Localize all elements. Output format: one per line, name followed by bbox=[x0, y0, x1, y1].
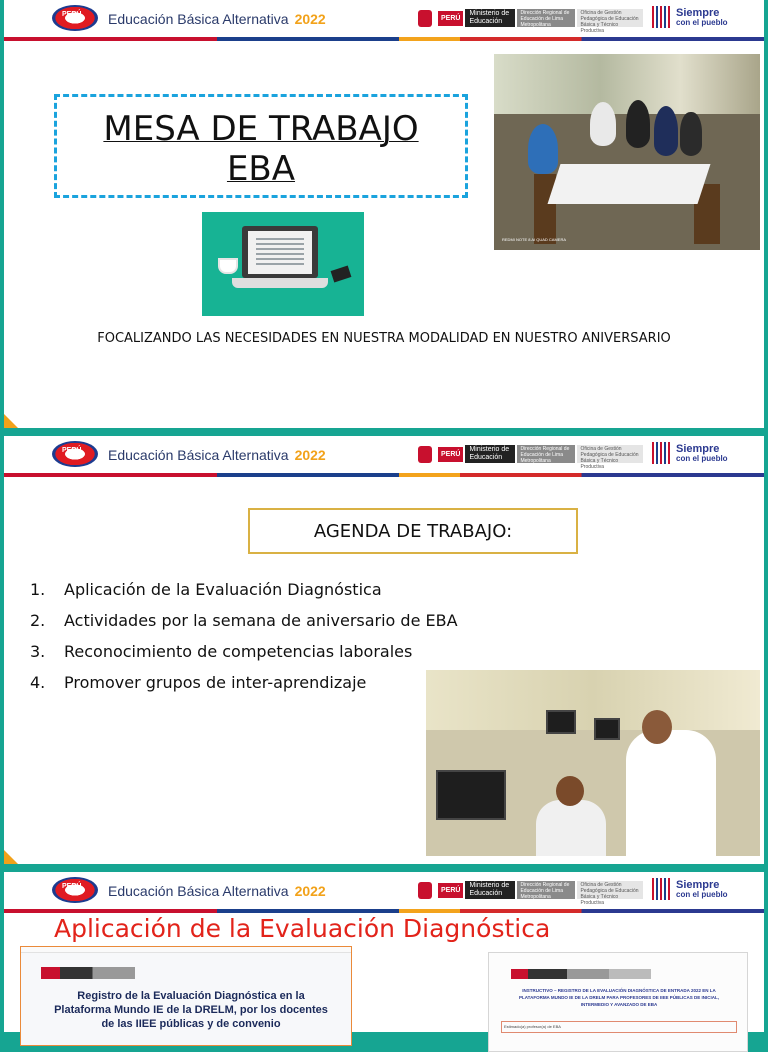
minedu-ministerio: Ministerio de Educación bbox=[465, 881, 515, 899]
minedu-mini-logo-icon bbox=[511, 969, 651, 979]
minedu-logo bbox=[418, 881, 643, 906]
slide3-title: Aplicación de la Evaluación Diagnóstica bbox=[54, 914, 551, 943]
con-el-pueblo-text: con el pueblo bbox=[676, 453, 728, 463]
peru-shield-icon bbox=[418, 10, 432, 27]
slide-header bbox=[4, 436, 764, 472]
slide-header bbox=[4, 0, 764, 36]
doc-right-text: INSTRUCTIVO – REGISTRO DE LA EVALUACIÓN DIAGNÓSTICA DE ENTRADA 2022 EN LA PLATAFORMA MUNDO IE DE LA DRELM PARA PROFESORES DE IIEE PÚBLICAS DE INICIAL, INTERMEDIO Y AVANZADO DE EBA bbox=[518, 988, 719, 1007]
agenda-item: 2. Actividades por la semana de aniversario de EBA bbox=[30, 611, 458, 630]
minedu-ministerio: Ministerio de Educación bbox=[465, 445, 515, 463]
con-el-pueblo-text: con el pueblo bbox=[676, 889, 728, 899]
peru-shield-icon bbox=[418, 446, 432, 463]
laptop-illustration-icon bbox=[202, 212, 364, 316]
header-year: 2022 bbox=[294, 883, 326, 899]
slide1-subtitle: FOCALIZANDO LAS NECESIDADES EN NUESTRA MODALIDAD EN NUESTRO ANIVERSARIO bbox=[97, 331, 671, 346]
title-box bbox=[54, 94, 468, 198]
bicentenario-logo-icon bbox=[52, 877, 98, 903]
agenda-list bbox=[30, 574, 458, 698]
header-color-bar bbox=[4, 909, 764, 913]
peru-logo-text: PERÚ bbox=[62, 883, 82, 890]
header-title-text: Educación Básica Alternativa bbox=[108, 11, 289, 27]
corner-triangle bbox=[4, 850, 18, 864]
header-year: 2022 bbox=[294, 11, 326, 27]
title-line-1-text: MESA DE TRABAJO bbox=[103, 109, 419, 149]
siempre-logo bbox=[652, 6, 728, 28]
slide-1 bbox=[4, 0, 764, 428]
minedu-oficina: Oficina de Gestión Pedagógica de Educación Básica y Técnico Productiva bbox=[577, 445, 643, 463]
slide-2 bbox=[4, 436, 764, 864]
bicentenario-logo-icon bbox=[52, 441, 98, 467]
header-color-bar bbox=[4, 473, 764, 477]
agenda-item: 4. Promover grupos de inter-aprendizaje bbox=[30, 673, 367, 692]
minedu-dre: Dirección Regional de Educación de Lima Metropolitana bbox=[517, 445, 575, 463]
siempre-bars-icon bbox=[652, 442, 672, 464]
minedu-logo bbox=[418, 9, 643, 34]
siempre-logo bbox=[652, 878, 728, 900]
siempre-bars-icon bbox=[652, 6, 672, 28]
document-thumbnail-right bbox=[488, 952, 748, 1052]
slide-header bbox=[4, 872, 764, 908]
title-line-2 bbox=[57, 149, 465, 189]
minedu-peru: PERÚ bbox=[438, 883, 463, 898]
minedu-logo bbox=[418, 445, 643, 470]
document-thumbnail-left bbox=[20, 946, 352, 1046]
agenda-title: AGENDA DE TRABAJO: bbox=[248, 508, 578, 554]
peru-shield-icon bbox=[418, 882, 432, 899]
peru-logo-text: PERÚ bbox=[62, 11, 82, 18]
bicentenario-logo-icon bbox=[52, 5, 98, 31]
minedu-oficina: Oficina de Gestión Pedagógica de Educación Básica y Técnico Productiva bbox=[577, 881, 643, 899]
header-title bbox=[108, 447, 326, 463]
corner-triangle bbox=[4, 414, 18, 428]
siempre-logo bbox=[652, 442, 728, 464]
minedu-peru: PERÚ bbox=[438, 447, 463, 462]
minedu-ministerio: Ministerio de Educación bbox=[465, 9, 515, 27]
doc-right-field: Estimado(a) profesor(a) de EBA bbox=[501, 1021, 737, 1033]
agenda-item: 3. Reconocimiento de competencias laborales bbox=[30, 642, 413, 661]
photo-stamp: REDMI NOTE 8 AI QUAD CAMERA bbox=[502, 237, 567, 242]
minedu-peru: PERÚ bbox=[438, 11, 463, 26]
title-line-1 bbox=[57, 109, 465, 149]
laptop-keyboard-icon bbox=[232, 278, 328, 288]
minedu-dre: Dirección Regional de Educación de Lima Metropolitana bbox=[517, 9, 575, 27]
coffee-cup-icon bbox=[218, 258, 238, 274]
siempre-bars-icon bbox=[652, 878, 672, 900]
laptop-icon bbox=[242, 226, 318, 278]
minedu-mini-logo-icon bbox=[41, 967, 135, 979]
header-title bbox=[108, 11, 326, 27]
computer-lab-photo bbox=[426, 670, 760, 856]
siempre-text: Siempre bbox=[676, 878, 720, 891]
con-el-pueblo-text: con el pueblo bbox=[676, 17, 728, 27]
header-title bbox=[108, 883, 326, 899]
slide-3 bbox=[4, 872, 764, 1032]
title-line-2-text: EBA bbox=[226, 149, 296, 189]
phone-icon bbox=[331, 266, 352, 283]
header-title-text: Educación Básica Alternativa bbox=[108, 447, 289, 463]
document-icon bbox=[248, 231, 312, 274]
minedu-oficina: Oficina de Gestión Pedagógica de Educación Básica y Técnico Productiva bbox=[577, 9, 643, 27]
header-year: 2022 bbox=[294, 447, 326, 463]
minedu-dre: Dirección Regional de Educación de Lima Metropolitana bbox=[517, 881, 575, 899]
siempre-text: Siempre bbox=[676, 6, 720, 19]
agenda-item: 1. Aplicación de la Evaluación Diagnóstica bbox=[30, 580, 382, 599]
doc-left-text: Registro de la Evaluación Diagnóstica en la Plataforma Mundo IE de la DRELM, por los docentes de las IIEE públicas y de convenio bbox=[54, 990, 328, 1030]
siempre-text: Siempre bbox=[676, 442, 720, 455]
header-color-bar bbox=[4, 37, 764, 41]
peru-logo-text: PERÚ bbox=[62, 447, 82, 454]
header-title-text: Educación Básica Alternativa bbox=[108, 883, 289, 899]
meeting-photo bbox=[494, 54, 760, 250]
